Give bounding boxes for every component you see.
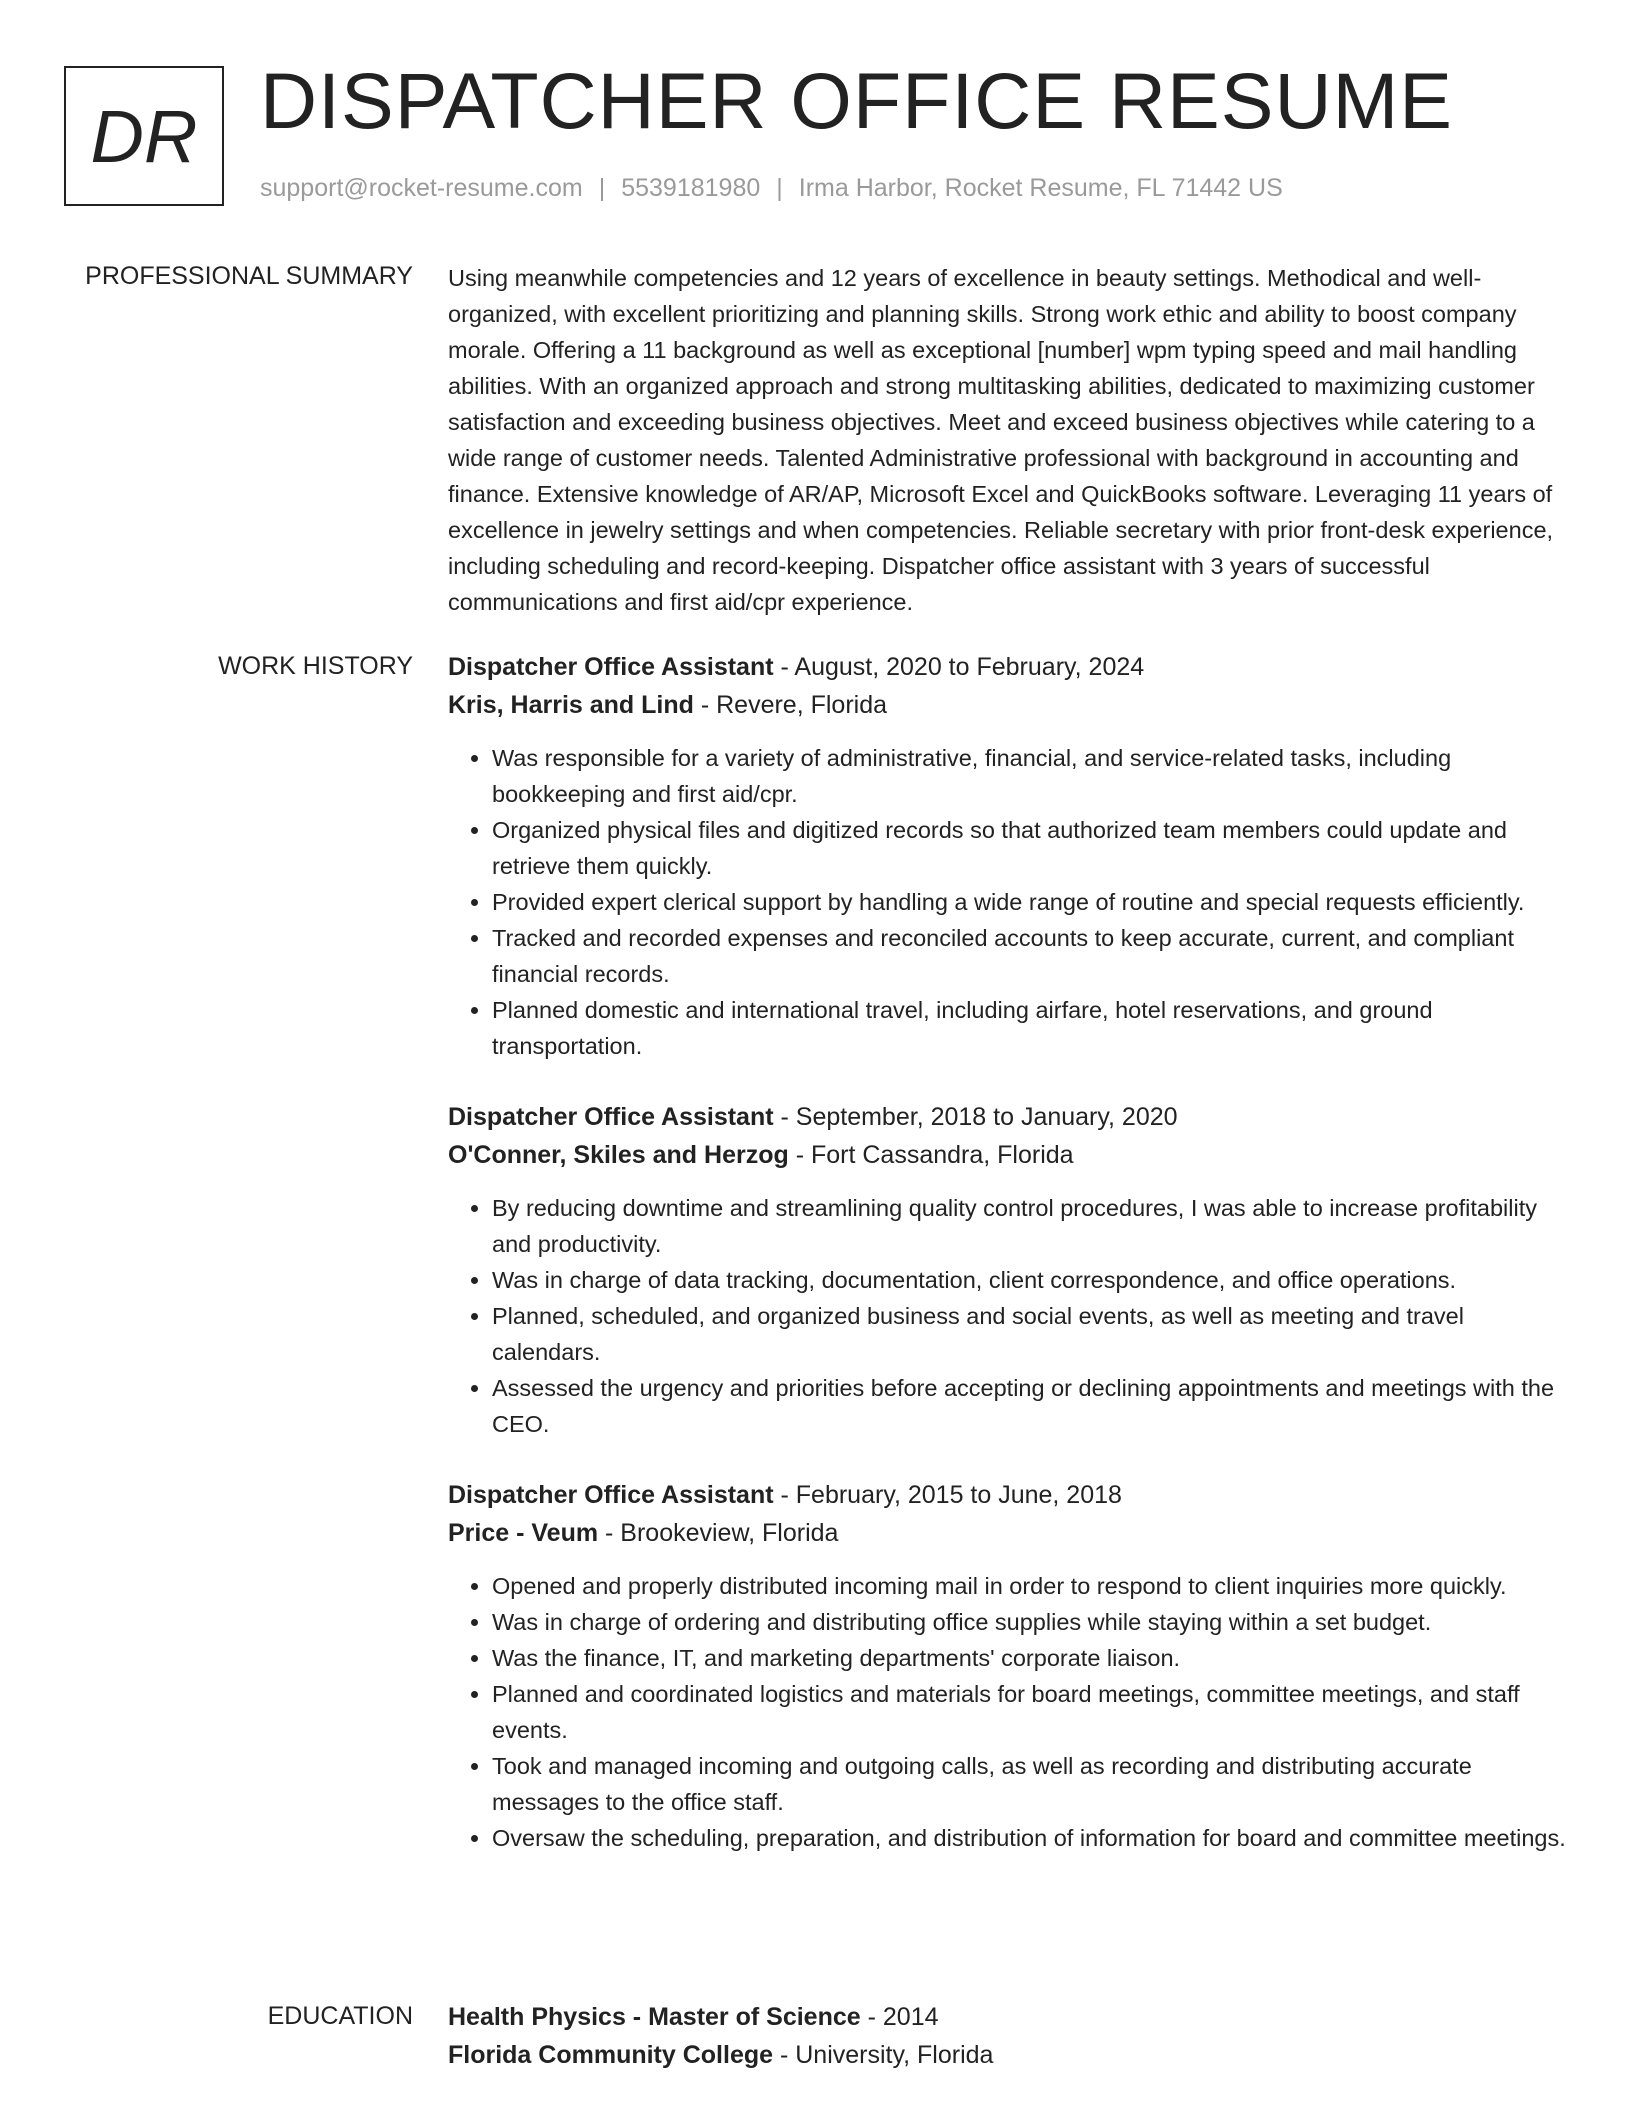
- section-label-work: WORK HISTORY: [218, 652, 413, 680]
- job-company: O'Conner, Skiles and Herzog: [448, 1141, 789, 1169]
- job-dates: - February, 2015 to June, 2018: [773, 1481, 1122, 1509]
- job-bullet: • Organized physical files and digitized records so that authorized team members could update and retrieve them quickly.: [492, 812, 1578, 884]
- contact-separator: |: [776, 174, 783, 202]
- job-company: Price - Veum: [448, 1519, 599, 1547]
- summary-text: Using meanwhile competencies and 12 years of excellence in beauty settings. Methodical and well-organized, with excellent prioritizing and planning skills. Strong work ethic and ability to boost company morale. Offering a 11 background as well as exceptional [number] wpm typing speed and mail handling abilities. With an organized approach and strong multitasking abilities, dedicated to maximizing customer satisfaction and exceeding business objectives. Meet and exceed business objectives while catering to a wide range of customer needs. Talented Administrative professional with background in accounting and finance. Extensive knowledge of AR/AP, Microsoft Excel and QuickBooks software. Leveraging 11 years of excellence in jewelry settings and when competencies. Reliable secretary with prior front-desk experience, including scheduling and record-keeping. Dispatcher office assistant with 3 years of successful communications and first aid/cpr experience.: [448, 265, 1554, 615]
- job-location: - Fort Cassandra, Florida: [788, 1141, 1074, 1169]
- job-bullet: • Planned domestic and international travel, including airfare, hotel reservations, and ground transportation.: [492, 992, 1578, 1064]
- job-bullets: [448, 1190, 1578, 1442]
- job-title-line: [448, 648, 1578, 686]
- education-school: Florida Community College: [448, 2041, 774, 2069]
- education-degree-line: [448, 1998, 1578, 2036]
- education-year: - 2014: [860, 2003, 939, 2031]
- work-history-body: [448, 648, 1578, 1890]
- job-bullets: [448, 1568, 1578, 1856]
- job-bullet: • Was in charge of ordering and distributing office supplies while staying within a set budget.: [492, 1604, 1578, 1640]
- education-school-line: [448, 2036, 1578, 2074]
- job-title-line: [448, 1098, 1578, 1136]
- job-title-line: [448, 1476, 1578, 1514]
- job-bullet: • Opened and properly distributed incoming mail in order to respond to client inquiries more quickly.: [492, 1568, 1578, 1604]
- job-bullet: • Tracked and recorded expenses and reconciled accounts to keep accurate, current, and compliant financial records.: [492, 920, 1578, 992]
- job-bullet: • Oversaw the scheduling, preparation, and distribution of information for board and committee meetings.: [492, 1820, 1578, 1856]
- section-label-summary: PROFESSIONAL SUMMARY: [85, 262, 413, 290]
- job-location: - Revere, Florida: [693, 691, 888, 719]
- education-location: - University, Florida: [773, 2041, 994, 2069]
- contact-separator: |: [598, 174, 606, 202]
- summary-body: [448, 260, 1578, 620]
- contact-email[interactable]: support@rocket-resume.com: [260, 174, 583, 202]
- job-company-line: [448, 686, 1578, 724]
- job-bullet: • By reducing downtime and streamlining quality control procedures, I was able to increase profitability and productivity.: [492, 1190, 1578, 1262]
- resume-title: DISPATCHER OFFICE RESUME: [260, 56, 1453, 145]
- job-location: - Brookeview, Florida: [598, 1519, 839, 1547]
- job-company: Kris, Harris and Lind: [448, 691, 694, 719]
- education-body: [448, 1998, 1578, 2074]
- job-bullet: • Was in charge of data tracking, documentation, client correspondence, and office operations.: [492, 1262, 1578, 1298]
- job-entry: [448, 648, 1578, 1064]
- job-title: Dispatcher Office Assistant: [448, 1103, 774, 1131]
- monogram-badge: [64, 66, 224, 206]
- job-title: Dispatcher Office Assistant: [448, 1481, 774, 1509]
- job-bullets: [448, 740, 1578, 1064]
- job-company-line: [448, 1514, 1578, 1552]
- job-company-line: [448, 1136, 1578, 1174]
- education-degree: Health Physics - Master of Science: [448, 2003, 861, 2031]
- job-bullet: • Planned, scheduled, and organized business and social events, as well as meeting and travel calendars.: [492, 1298, 1578, 1370]
- job-dates: - September, 2018 to January, 2020: [773, 1103, 1178, 1131]
- contact-line: [260, 174, 1283, 203]
- monogram-initials: DR: [90, 94, 198, 178]
- job-bullet: • Was the finance, IT, and marketing departments' corporate liaison.: [492, 1640, 1578, 1676]
- job-bullet: • Provided expert clerical support by handling a wide range of routine and special requests efficiently.: [492, 884, 1578, 920]
- job-bullet: • Was responsible for a variety of administrative, financial, and service-related tasks, including bookkeeping and first aid/cpr.: [492, 740, 1578, 812]
- section-label-education: EDUCATION: [267, 2002, 413, 2030]
- job-bullet: • Planned and coordinated logistics and materials for board meetings, committee meetings, and staff events.: [492, 1676, 1578, 1748]
- job-title: Dispatcher Office Assistant: [448, 653, 774, 681]
- contact-address: Irma Harbor, Rocket Resume, FL 71442 US: [798, 174, 1283, 202]
- job-entry: [448, 1098, 1578, 1442]
- job-dates: - August, 2020 to February, 2024: [773, 653, 1145, 681]
- job-bullet: • Assessed the urgency and priorities before accepting or declining appointments and meetings with the CEO.: [492, 1370, 1578, 1442]
- job-bullet: • Took and managed incoming and outgoing calls, as well as recording and distributing accurate messages to the office staff.: [492, 1748, 1578, 1820]
- job-entry: [448, 1476, 1578, 1856]
- contact-phone[interactable]: 5539181980: [621, 174, 761, 202]
